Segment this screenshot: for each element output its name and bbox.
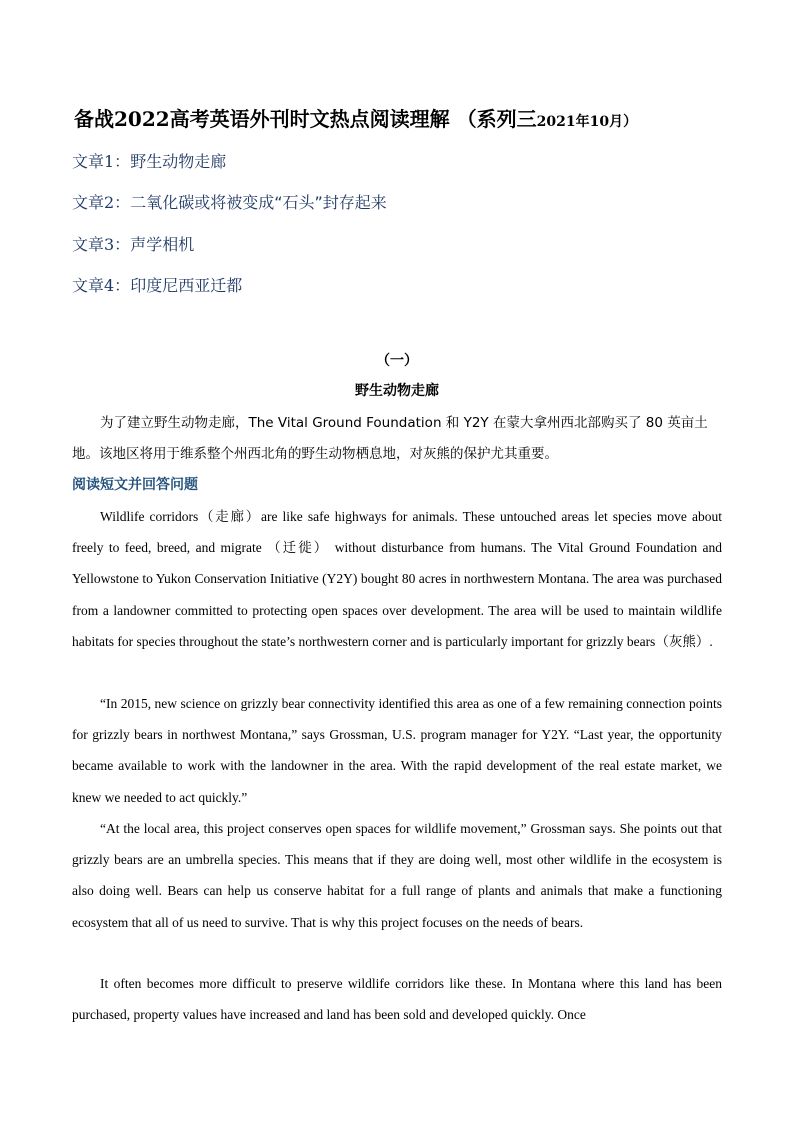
toc-label: 文章1： bbox=[72, 152, 131, 171]
reading-heading: 阅读短文并回答问题 bbox=[72, 477, 198, 493]
toc-text: 印度尼西亚迁都 bbox=[130, 276, 243, 295]
toc-text: 二氧化碳或将被变成“石头”封存起来 bbox=[130, 193, 387, 212]
toc-label: 文章2： bbox=[72, 193, 131, 212]
toc-label: 文章3： bbox=[72, 235, 131, 254]
body-paragraph-4: It often becomes more difficult to preserve wildlife corridors like these. In Montana where this land has been purchased, property values have increased and land has been sold and developed quickly. Once bbox=[72, 976, 722, 1023]
toc-label: 文章4： bbox=[72, 276, 131, 295]
toc-text: 野生动物走廊 bbox=[130, 152, 227, 171]
toc-item-3 bbox=[72, 232, 194, 255]
section-title: 野生动物走廊 bbox=[355, 383, 439, 399]
title-date: 2021年10月） bbox=[536, 114, 638, 130]
document-title bbox=[74, 103, 734, 132]
toc-item-4 bbox=[72, 273, 242, 296]
toc-item-1 bbox=[72, 149, 226, 172]
body-paragraph-3: “At the local area, this project conserves open spaces for wildlife movement,” Grossman says. She points out that grizzly bears are an umbrella species. This means that if they are doing well, most other wildlife in the ecosystem is also doing well. Bears can help us conserve habitat for a full range of plants and animals that make a functioning ecosystem that all of us need to survive. That is why this project focuses on the needs of bears. bbox=[72, 821, 722, 930]
toc-text: 声学相机 bbox=[130, 235, 195, 254]
toc-item-2 bbox=[72, 190, 387, 213]
section-number: （一） bbox=[376, 353, 418, 369]
body-paragraph-2: “In 2015, new science on grizzly bear connectivity identified this area as one of a few remaining connection points for grizzly bears in northwest Montana,” says Grossman, U.S. program manager for Y2Y. “Last year, the opportunity became available to work with the landowner in the area. With the rapid development of the real estate market, we knew we needed to act quickly.” bbox=[72, 696, 722, 805]
intro-paragraph: 为了建立野生动物走廊，The Vital Ground Foundation 和 Y2Y 在蒙大拿州西北部购买了 80 英亩土地。该地区将用于维系整个州西北角的野生动物栖息地，对灰熊的保护尤其重要。 bbox=[72, 415, 708, 462]
title-main: 备战2022高考英语外刊时文热点阅读理解 （系列三 bbox=[74, 107, 537, 131]
body-paragraph-1: Wildlife corridors（走廊）are like safe highways for animals. These untouched areas let species move about freely to feed, breed, and migrate （迁徙） without disturbance from humans. The Vital Ground Foundation and Yellowstone to Yukon Conservation Initiative (Y2Y) bought 80 acres in northwestern Montana. The area was purchased from a landowner committed to protecting open spaces over development. The area will be used to maintain wildlife habitats for species throughout the state’s northwestern corner and is particularly important for grizzly bears（灰熊）. bbox=[72, 509, 722, 649]
